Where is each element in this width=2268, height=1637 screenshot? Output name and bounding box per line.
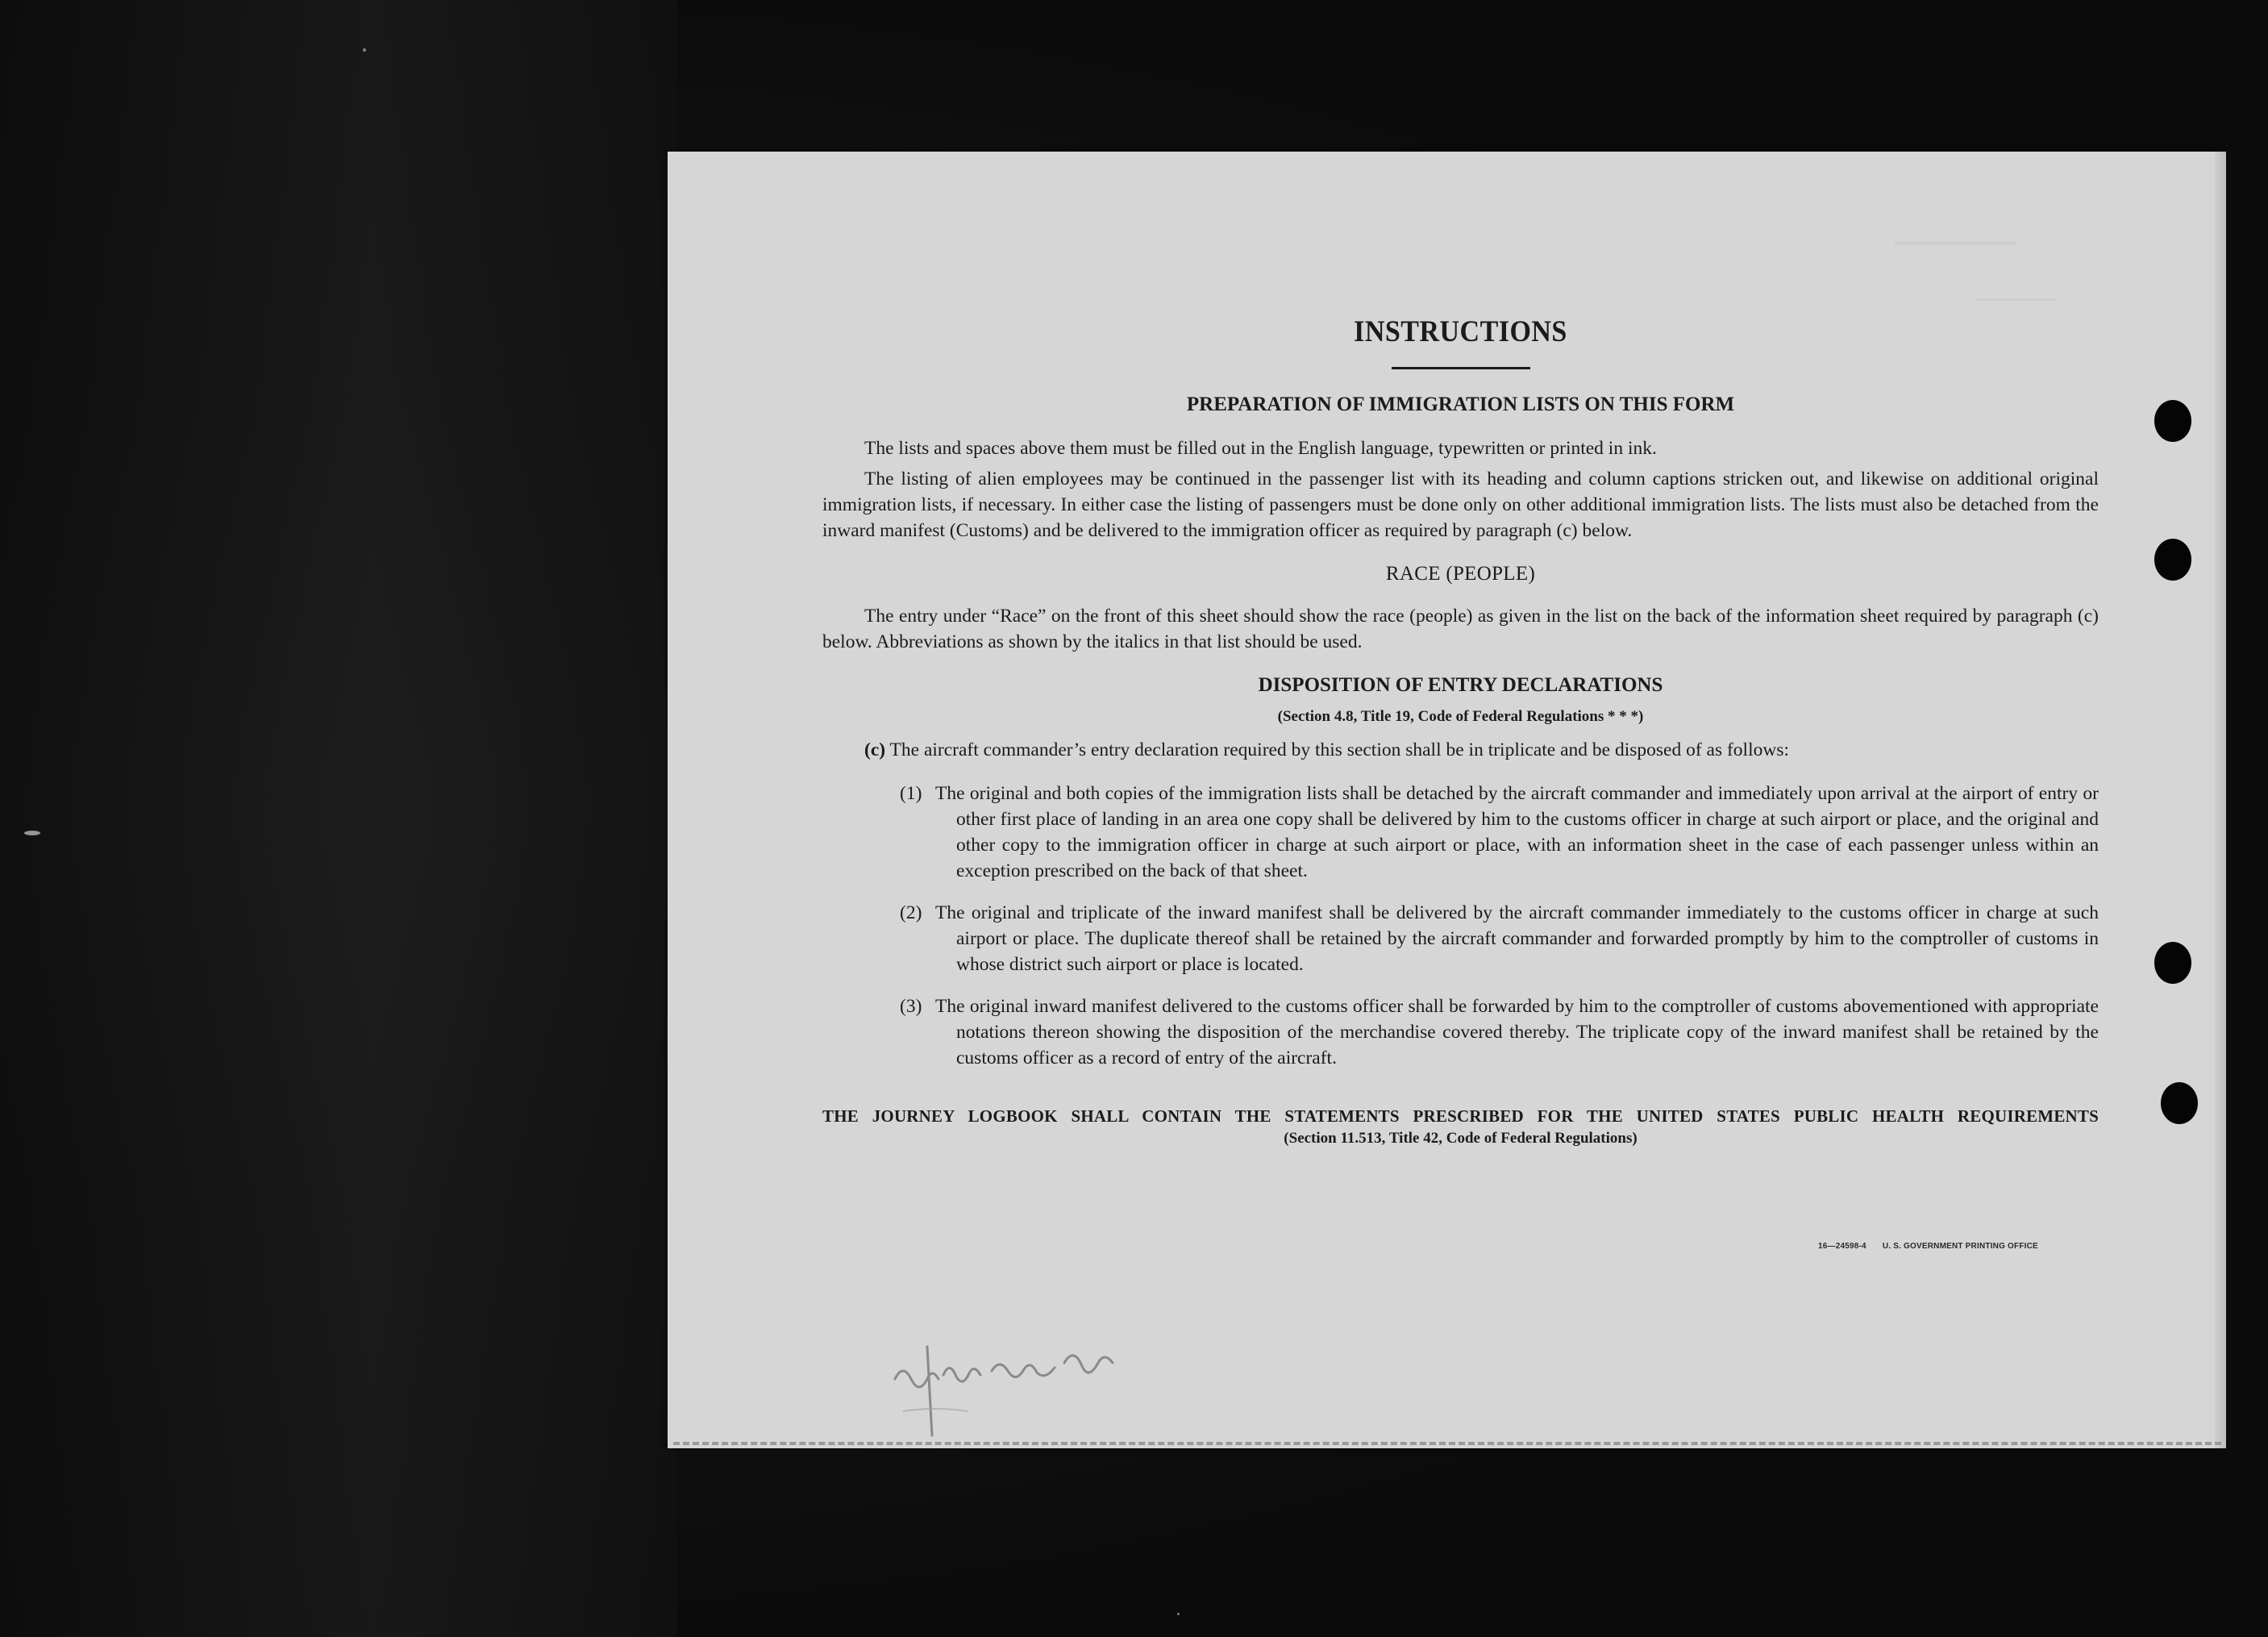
paragraph-c-text: The aircraft commander’s entry declaration required by this section shall be in triplicate and be disposed of as follows: bbox=[889, 739, 1790, 760]
dust-speck bbox=[1177, 1613, 1180, 1615]
logbook-citation: (Section 11.513, Title 42, Code of Federal Regulations) bbox=[1284, 1130, 1638, 1147]
disposition-item bbox=[900, 900, 2099, 977]
item-text: The original and both copies of the immigration lists shall be detached by the aircraft commander and immediately upon arrival at the airport of entry or other first place of landing in an area one copy shall be delivered by him to the customs officer in charge at such airport or place, and the original and other copy to the immigration officer in charge at such airport or place, with an information sheet in the case of each passenger unless within an exception prescribed on the back of that sheet. bbox=[935, 783, 2099, 881]
disposition-citation: (Section 4.8, Title 19, Code of Federal Regulations * * *) bbox=[1277, 708, 1644, 725]
dust-speck bbox=[363, 48, 366, 52]
race-paragraph: The entry under “Race” on the front of this sheet should show the race (people) as given in the list on the back of the information sheet required by paragraph (c) below. Abbreviations as shown by the italics in that list should be used. bbox=[822, 606, 2099, 652]
bleed-through-mark bbox=[1895, 242, 2016, 245]
printing-office-code bbox=[1818, 1242, 2038, 1251]
item-text: The original and triplicate of the inward manifest shall be delivered by the aircraft commander immediately to the customs officer in charge at such airport or place. The duplicate thereof shall be retained by the aircraft commander and forwarded promptly by him to the comptroller of customs in whose district such airport or place is located. bbox=[935, 902, 2099, 975]
item-number: (1) bbox=[900, 783, 922, 804]
public-health-notice bbox=[822, 1106, 2099, 1148]
preparation-paragraph: The lists and spaces above them must be filled out in the English language, typewritten or printed in ink. bbox=[864, 438, 1657, 459]
item-number: (3) bbox=[900, 996, 922, 1017]
disposition-item bbox=[900, 993, 2099, 1071]
item-number: (2) bbox=[900, 902, 922, 923]
preparation-heading: PREPARATION OF IMMIGRATION LISTS ON THIS FORM bbox=[1186, 394, 1735, 415]
logbook-statement: THE JOURNEY LOGBOOK SHALL CONTAIN THE STATEMENTS PRESCRIBED FOR THE UNITED STATES PUBLIC HEALTH REQUIREMENTS bbox=[822, 1106, 2099, 1126]
scan-left-shadow bbox=[0, 0, 677, 1637]
punch-hole bbox=[2154, 539, 2191, 581]
dust-speck bbox=[24, 831, 40, 835]
punch-hole bbox=[2154, 942, 2191, 984]
paragraph-c-label: (c) bbox=[864, 739, 886, 760]
punch-hole bbox=[2154, 400, 2191, 442]
printing-office: U. S. GOVERNMENT PRINTING OFFICE bbox=[1882, 1242, 2038, 1251]
instructions-content bbox=[822, 314, 2099, 1148]
disposition-item bbox=[900, 781, 2099, 884]
bleed-through-mark bbox=[1975, 298, 2056, 301]
form-number: 16—24598-4 bbox=[1818, 1242, 1866, 1251]
race-heading: RACE (PEOPLE) bbox=[1385, 563, 1536, 585]
punch-hole bbox=[2161, 1082, 2198, 1124]
handwritten-signature bbox=[879, 1331, 1153, 1443]
title-underline bbox=[1392, 367, 1530, 369]
item-text: The original inward manifest delivered to the customs officer shall be forwarded by him to the comptroller of customs abovementioned with appropriate notations thereon showing the disposition of the merchandise covered thereby. The triplicate copy of the inward manifest shall be retained by the customs officer as a record of entry of the aircraft. bbox=[935, 996, 2099, 1068]
disposition-heading: DISPOSITION OF ENTRY DECLARATIONS bbox=[1258, 674, 1663, 696]
page-title: INSTRUCTIONS bbox=[1354, 315, 1567, 348]
paragraph-c bbox=[864, 737, 2099, 763]
preparation-paragraph: The listing of alien employees may be continued in the passenger list with its heading and column captions stricken out, and likewise on additional original immigration lists, if necessary. In either case the listing of passengers must be done only on other additional immigration lists. The lists must also be detached from the inward manifest (Customs) and be delivered to the immigration officer as required by paragraph (c) below. bbox=[822, 469, 2099, 541]
